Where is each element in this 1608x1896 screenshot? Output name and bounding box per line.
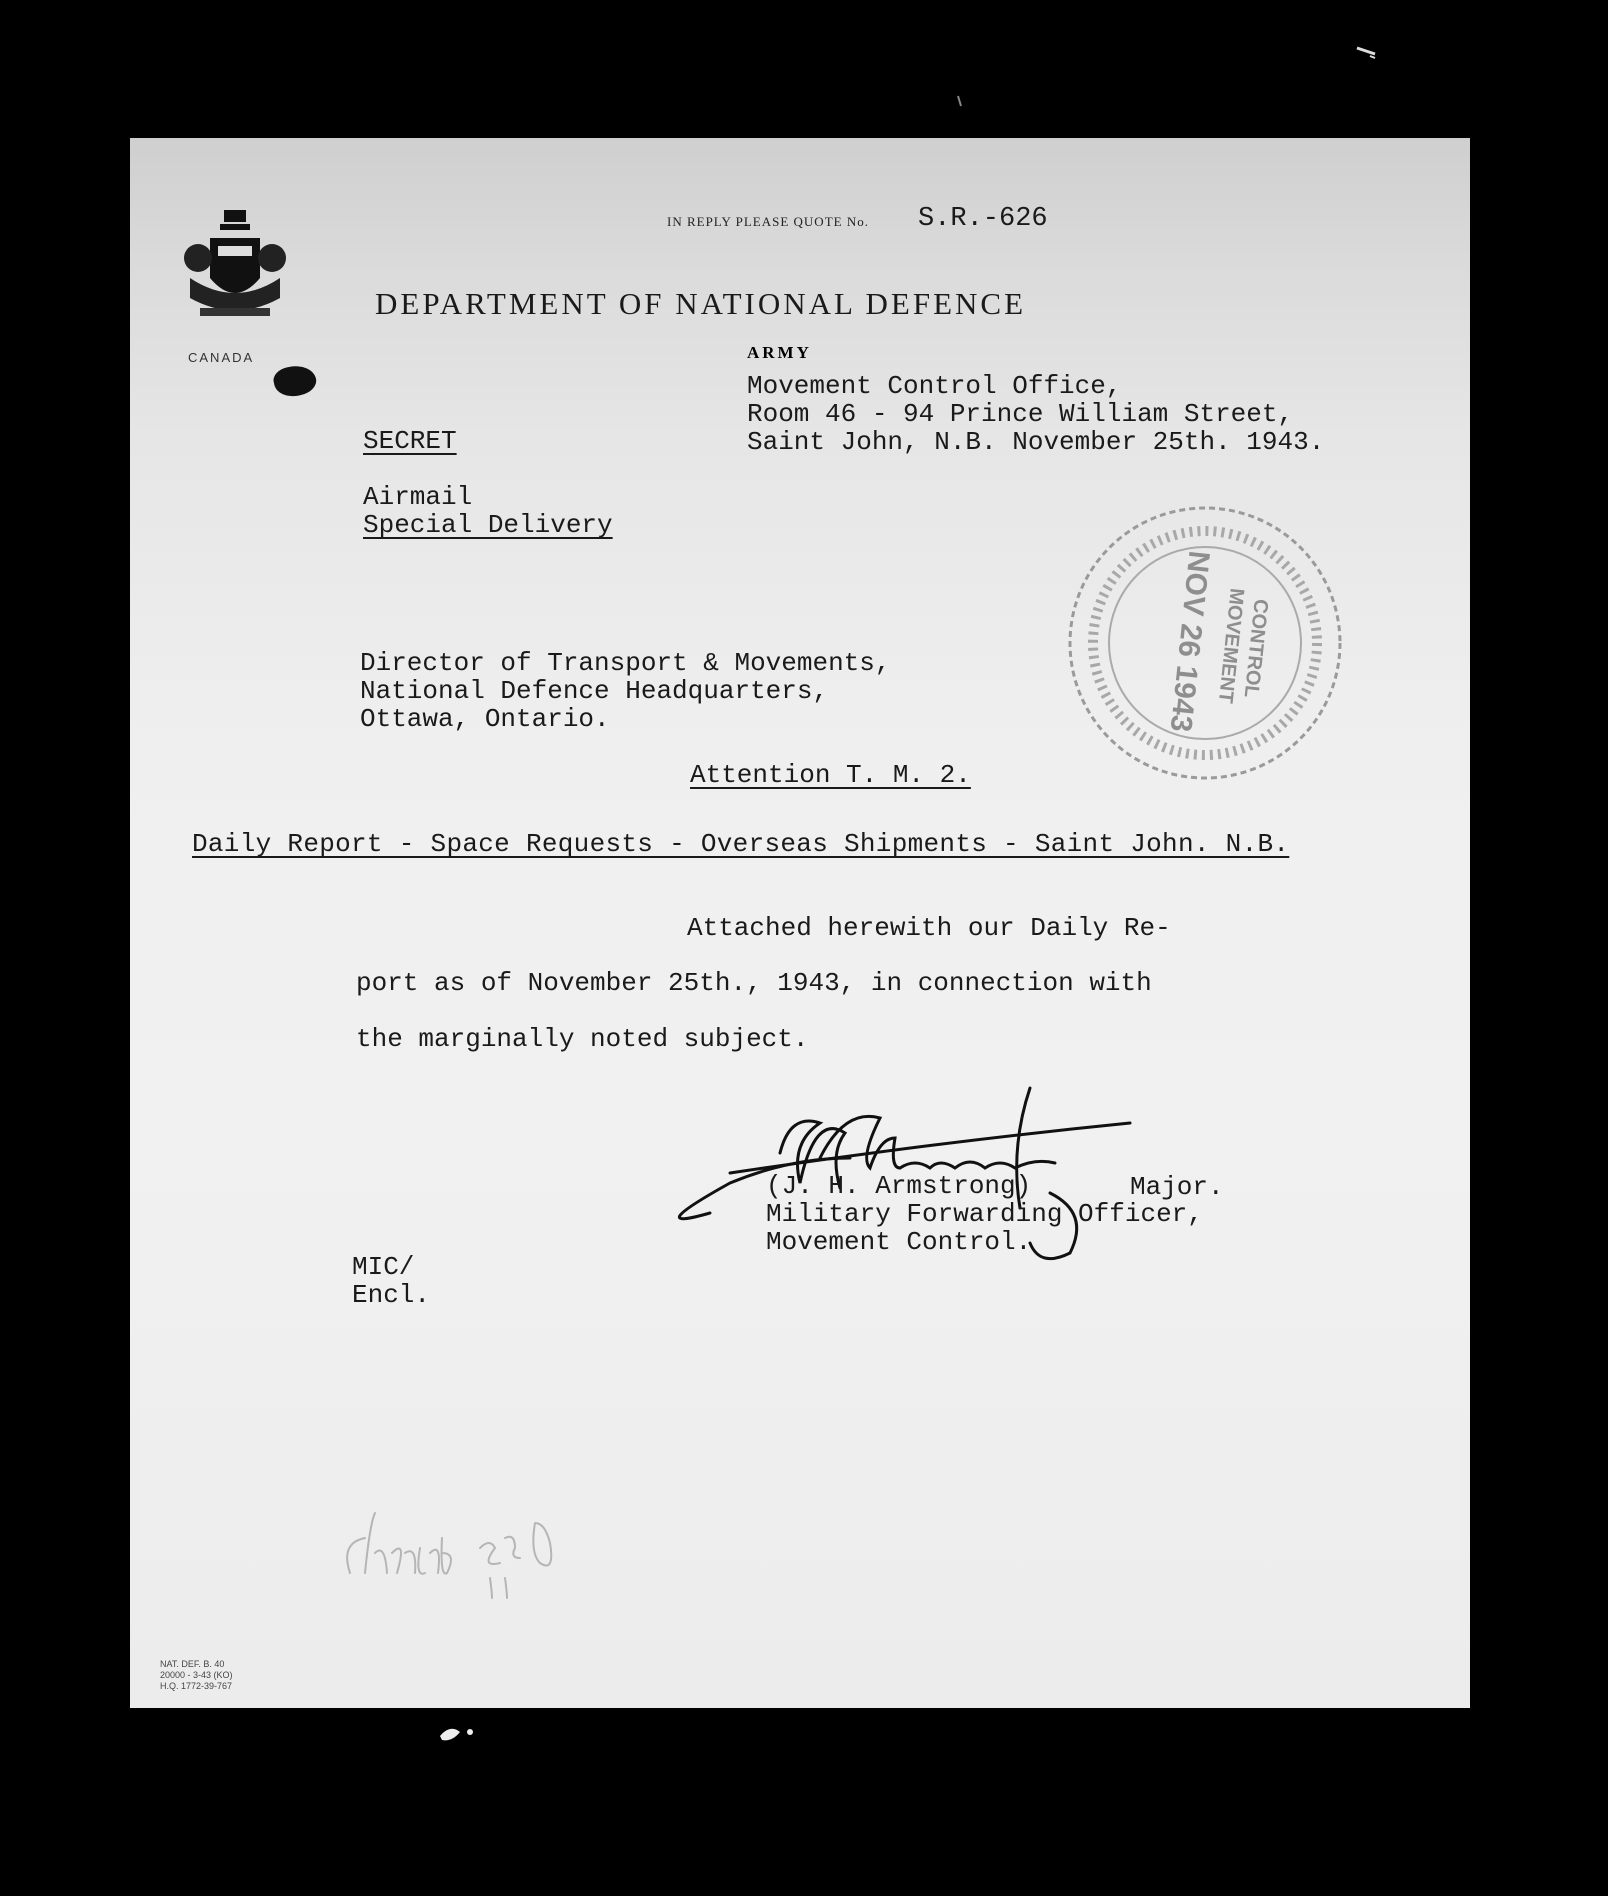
signatory-name: (J. H. Armstrong) — [766, 1171, 1032, 1201]
signatory-title: Movement Control. — [766, 1227, 1032, 1257]
form-code-line: H.Q. 1772-39-767 — [160, 1681, 233, 1691]
body-line: port as of November 25th., 1943, in connection with — [356, 968, 1152, 998]
received-stamp — [1060, 498, 1350, 788]
signatory-title: Military Forwarding Officer, — [766, 1199, 1203, 1229]
attention-line: Attention T. M. 2. — [690, 760, 971, 790]
reference-line: MIC/ — [352, 1252, 415, 1282]
service-heading: ARMY — [747, 343, 812, 362]
body-line: the marginally noted subject. — [356, 1024, 809, 1054]
recipient-address — [360, 649, 891, 733]
subject-line: Daily Report - Space Requests - Overseas Shipments - Saint John. N.B. — [192, 829, 1290, 859]
reference-initials — [352, 1253, 430, 1309]
delivery-method — [363, 483, 613, 539]
ink-blot — [271, 362, 318, 400]
sender-address — [747, 372, 1324, 456]
form-code-line: 20000 - 3-43 (KO) — [160, 1670, 233, 1680]
recipient-line: Director of Transport & Movements, — [360, 648, 891, 678]
sender-address-line: Room 46 - 94 Prince William Street, — [747, 399, 1294, 429]
delivery-line: Airmail — [363, 482, 473, 512]
recipient-line: National Defence Headquarters, — [360, 676, 829, 706]
letter-sheet — [130, 138, 1470, 1708]
reply-number: S.R.-626 — [918, 204, 1048, 234]
form-code-line: NAT. DEF. B. 40 — [160, 1659, 225, 1669]
classification-label: SECRET — [363, 426, 457, 456]
stamp-text: CONTROL — [1239, 598, 1272, 699]
coat-of-arms-icon — [180, 208, 290, 328]
reply-prefix: IN REPLY PLEASE QUOTE No. — [667, 214, 869, 229]
form-code — [160, 1659, 233, 1692]
sender-address-line: Saint John, N.B. November 25th. 1943. — [747, 427, 1325, 457]
stamp-text: MOVEMENT — [1213, 587, 1248, 705]
sender-address-line: Movement Control Office, — [747, 371, 1122, 401]
body-line: Attached herewith our Daily Re- — [687, 913, 1171, 943]
crest-label: CANADA — [188, 350, 255, 365]
pencil-annotation — [330, 1493, 630, 1613]
department-heading: DEPARTMENT OF NATIONAL DEFENCE — [375, 286, 1027, 321]
recipient-line: Ottawa, Ontario. — [360, 704, 610, 734]
reference-line: Encl. — [352, 1280, 431, 1310]
stamp-date: NOV 26 1943 — [1163, 549, 1216, 734]
delivery-line: Special Delivery — [363, 510, 613, 540]
signatory-rank: Major. — [1130, 1172, 1224, 1202]
